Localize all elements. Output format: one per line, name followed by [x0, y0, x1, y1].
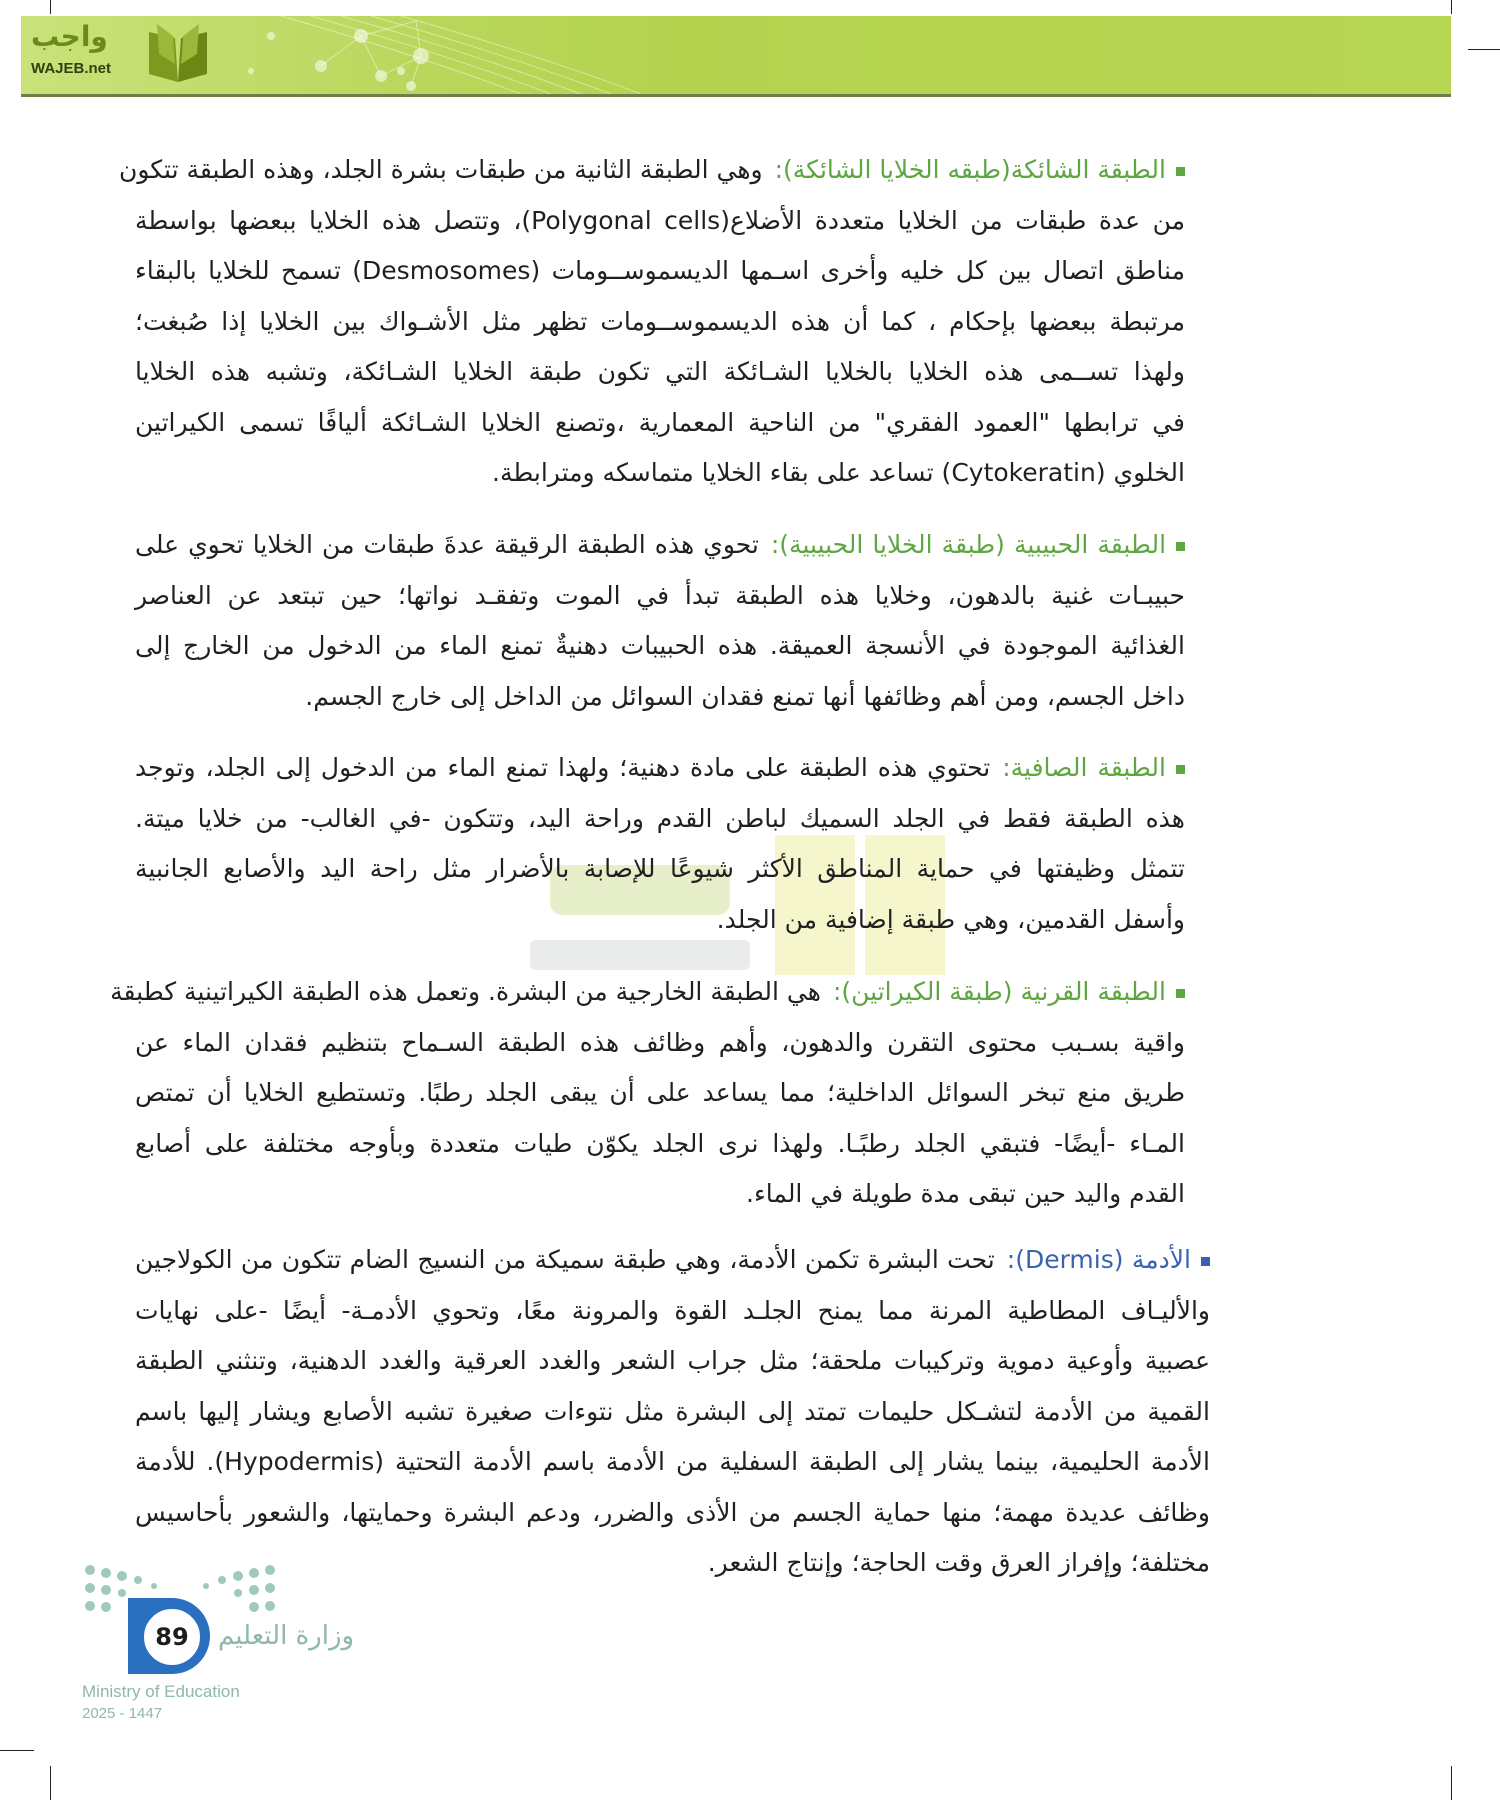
text-line: طريق منع تبخر السوائل الداخلية؛ مما يساعد على أن يبقى الجلد رطبًا. وتستطيع الخلايا أن تمتص — [135, 1078, 1185, 1107]
text-line: في ترابطها "العمود الفقري" من الناحية المعمارية ،وتصنع الخلايا الشـائكة أليافًا تسمى الكيراتين — [135, 407, 1185, 437]
text-line: ولهذا تســمى هذه الخلايا بالخلايا الشـائكة التي تكون طبقة الخلايا الشـائكة، وتشبه هذه الخلايا — [135, 357, 1185, 386]
text-line: داخل الجسم، ومن أهم وظائفها أنها تمنع فقدان السوائل من الداخل إلى خارج الجسم. — [305, 681, 1185, 711]
text-line: تتمثل وظيفتها في حماية المناطق الأكثر شيوعًا للإصابة بالأضرار مثل راحة اليد والأصابع الجانبية — [135, 854, 1185, 883]
crop-mark — [1468, 49, 1500, 50]
text-line: هذه الطبقة فقط في الجلد السميك لباطن القدم وراحة اليد، وتتكون -في الغالب- من خلايا ميتة. — [135, 803, 1185, 833]
section-heading: الطبقة الحبيبية (طبقة الخلايا الحبيبية): — [770, 530, 1167, 559]
text-line: تحتوي هذه الطبقة على مادة دهنية؛ ولهذا تمنع الماء من الدخول إلى الجلد، وتوجد — [135, 753, 991, 782]
crop-mark — [1451, 1766, 1452, 1800]
crop-mark — [1451, 0, 1452, 14]
crop-mark — [0, 1750, 34, 1751]
bullet-icon — [1176, 542, 1185, 551]
book-icon — [145, 24, 211, 84]
text-line: وظائف عديدة مهمة؛ منها حماية الجسم من الأذى والضرر، ودعم البشرة وحمايتها، والشعور بأحاسيس — [135, 1497, 1210, 1527]
wajeb-logo — [27, 20, 217, 90]
section-heading: الأدمة (Dermis): — [1006, 1245, 1191, 1274]
text-line: مناطق اتصال بين كل خليه وأخرى اسـمها الديسموســومات (Desmosomes) تسمح للخلايا بالبقاء — [135, 256, 1185, 285]
section-heading: الطبقة الشائكة(طبقه الخلايا الشائكة): — [774, 155, 1166, 184]
text-line: الغذائية الموجودة في الأنسجة العميقة. هذه الحبيبات دهنيةٌ تمنع الماء من الدخول من الخارج إلى — [135, 631, 1185, 660]
text-line: المـاء -أيضًا- فتبقي الجلد رطبًـا. ولهذا نرى الجلد يكوّن طيات متعددة وبأوجه مختلفة على أصابع — [135, 1128, 1185, 1158]
text-line: القمية من الأدمة لتشـكل حليمات تمتد إلى البشرة مثل نتوءات صغيرة تشبه الأصابع ويشار إليها باسم — [135, 1396, 1210, 1426]
page-number-badge — [128, 1598, 210, 1674]
crop-mark — [50, 1766, 51, 1800]
text-line: القدم واليد حين تبقى مدة طويلة في الماء. — [746, 1179, 1185, 1208]
paragraph-dermis — [135, 1235, 1210, 1589]
text-line: وأسفل القدمين، وهي طبقة إضافية من الجلد. — [716, 904, 1185, 934]
ministry-name-arabic: وزارة التعليم — [218, 1621, 355, 1651]
crop-mark — [50, 0, 51, 14]
paragraph-granular-layer — [135, 520, 1185, 722]
ministry-name-english: Ministry of Education — [82, 1682, 240, 1701]
text-line: عصبية وأوعية دموية وتركيبات ملحقة؛ مثل جراب الشعر والغدد العرقية والغدد الدهنية، وتنثني الطبقة — [135, 1346, 1210, 1375]
text-line: الخلوي (Cytokeratin) تساعد على بقاء الخلايا متماسكه ومترابطة. — [492, 458, 1185, 487]
text-line: والأليـاف المطاطية المرنة مما يمنح الجلـد القوة والمرونة معًا، وتحوي الأدمـة- أيضًا -على نهايات — [135, 1295, 1210, 1325]
bullet-icon — [1176, 765, 1185, 774]
logo-arabic: واجب — [31, 20, 108, 53]
paragraph-clear-layer — [135, 743, 1185, 945]
header-banner — [21, 16, 1451, 97]
text-line: مختلفة؛ وإفراز العرق وقت الحاجة؛ وإنتاج الشعر. — [707, 1548, 1210, 1577]
text-line: من عدة طبقات من الخلايا متعددة الأضلاع(Polygonal cells)، وتتصل هذه الخلايا ببعضها بواسطة — [135, 205, 1185, 235]
paragraph-spinous-layer — [118, 145, 1185, 499]
paragraph-horny-layer — [110, 967, 1185, 1220]
section-heading: الطبقة الصافية: — [1002, 753, 1166, 782]
bullet-icon — [1176, 167, 1185, 176]
bullet-icon — [1176, 989, 1185, 998]
academic-year: 2025 - 1447 — [82, 1705, 163, 1722]
text-line: حبيبـات غنية بالدهون، وخلايا هذه الطبقة تبدأ في الموت وتفقـد نواتها؛ حين تبتعد عن العناصر — [135, 580, 1185, 610]
bullet-icon — [1201, 1257, 1210, 1266]
logo-english: WAJEB.net — [31, 60, 112, 77]
text-line: واقية بسـبب محتوى التقرن والدهون، وأهم وظائف هذه الطبقة السـماح بتنظيم فقدان الماء عن — [135, 1027, 1185, 1057]
text-line: تحوي هذه الطبقة الرقيقة عدةَ طبقات من الخلايا تحوي على — [135, 530, 759, 559]
text-line: الأدمة الحليمية، بينما يشار إلى الطبقة السفلية من الأدمة باسم الأدمة التحتية (Hypodermis). للأدمة — [135, 1447, 1211, 1476]
text-line: مرتبطة ببعضها بإحكام ، كما أن هذه الديسموســومات تظهر مثل الأشـواك بين الخلايا إذا صُبغت؛ — [135, 306, 1185, 336]
text-line: تحت البشرة تكمن الأدمة، وهي طبقة سميكة من النسيج الضام تتكون من الكولاجين — [135, 1245, 995, 1274]
page-number: 89 — [142, 1607, 202, 1667]
text-line: وهي الطبقة الثانية من طبقات بشرة الجلد، وهذه الطبقة تتكون — [118, 155, 763, 184]
text-line: هي الطبقة الخارجية من البشرة. وتعمل هذه الطبقة الكيراتينية كطبقة — [110, 977, 821, 1006]
section-heading: الطبقة القرنية (طبقة الكيراتين): — [832, 977, 1166, 1006]
